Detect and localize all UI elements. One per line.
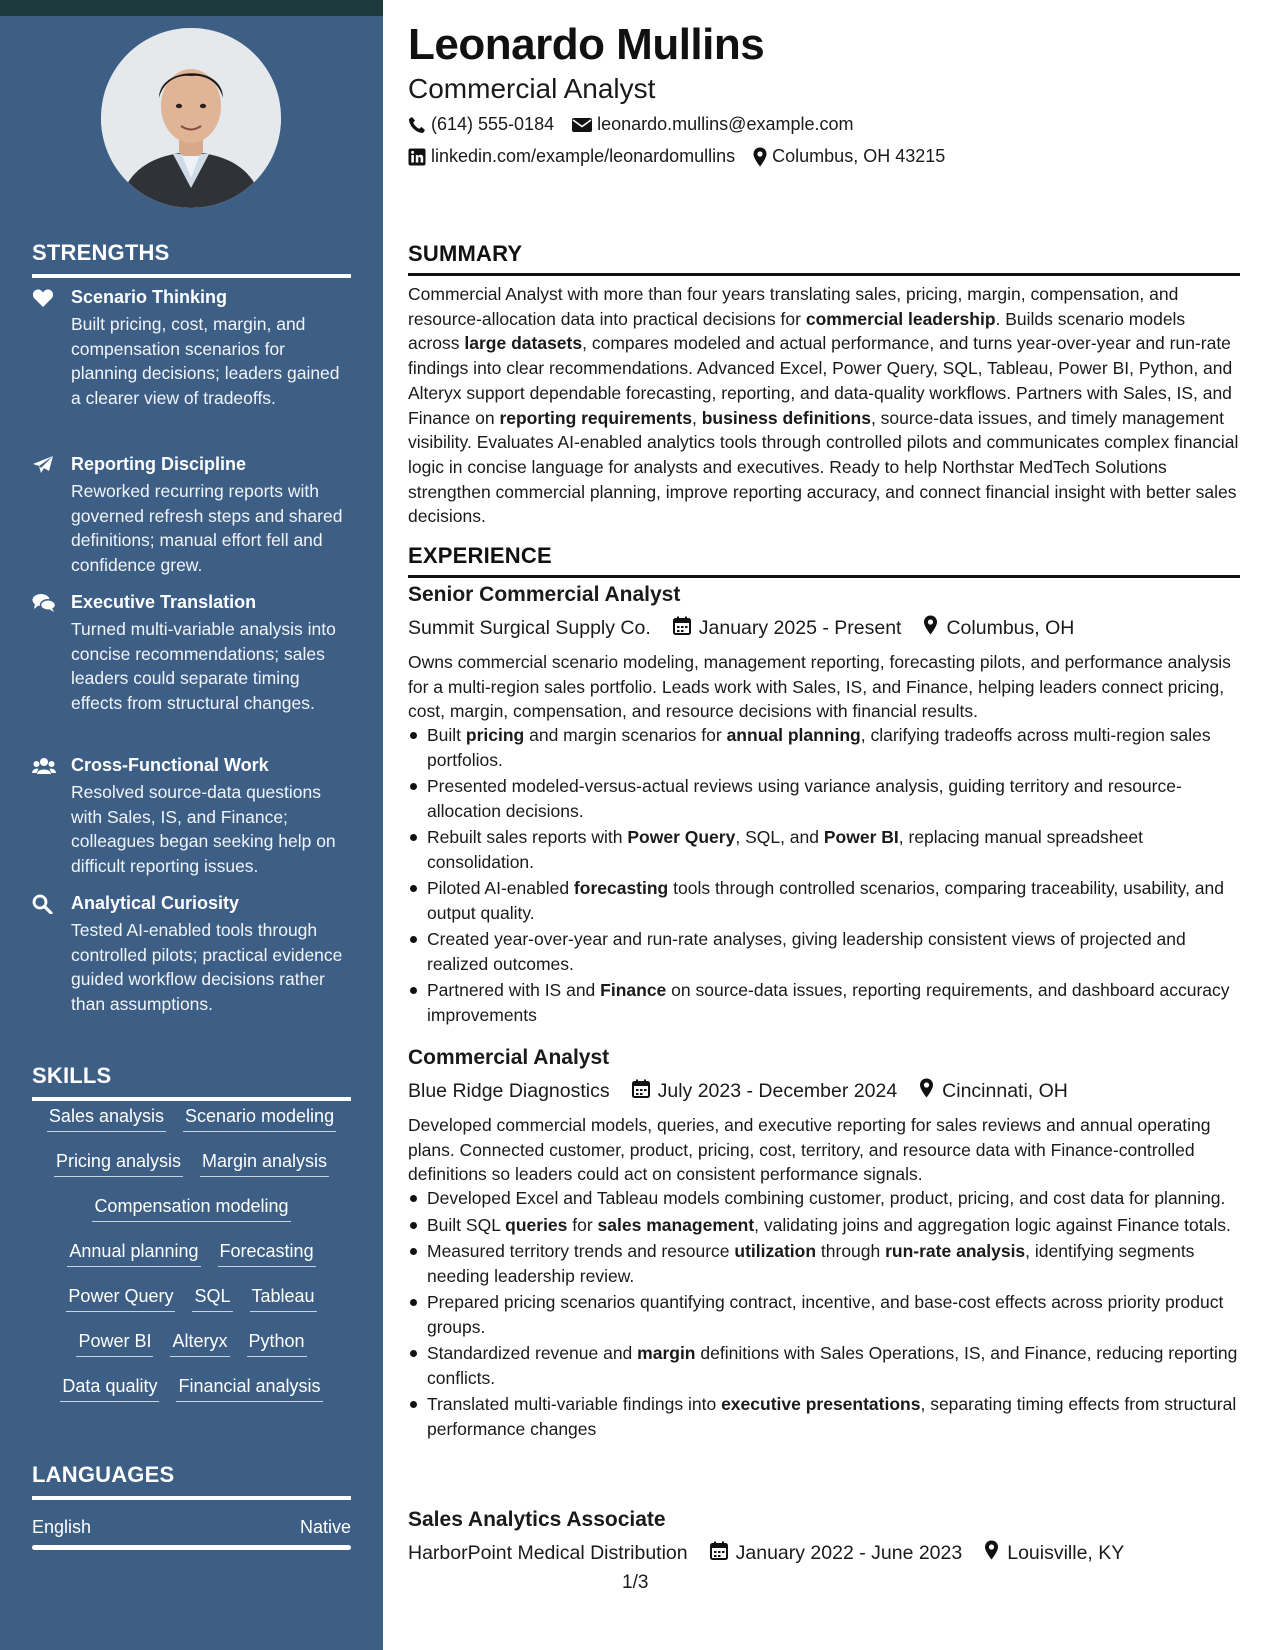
skill-tag: Power BI (76, 1330, 153, 1357)
strength-item (32, 286, 352, 410)
language-proficiency-bar (32, 1545, 351, 1550)
phone-contact (408, 114, 554, 135)
job-dates (710, 1541, 963, 1566)
text-segment: Developed Excel and Tableau models combining customer, product, pricing, and cost data for planning. (427, 1188, 1226, 1208)
phone-number: (614) 555-0184 (431, 114, 555, 134)
users-icon (32, 756, 56, 778)
skills-heading: SKILLS (32, 1063, 351, 1101)
text-segment: on source-data issues, reporting requirements, and dashboard accuracy improvements (427, 980, 1230, 1025)
paper-plane-icon (32, 455, 56, 477)
skill-tag: Sales analysis (47, 1105, 166, 1132)
text-segment: . Builds scenario models across (408, 308, 1186, 354)
bullet-item (408, 1186, 1240, 1211)
phone-icon (408, 116, 426, 134)
linkedin-icon (408, 148, 426, 166)
emphasis-text: large datasets (464, 333, 583, 354)
text-segment: , clarifying tradeoffs across multi-region sales portfolios. (427, 725, 1211, 770)
job-description: Owns commercial scenario modeling, management reporting, forecasting pilots, and performance analysis for a multi-region sales portfolio. Leads work with Sales, IS, and Finance, helping leaders connect pricing, cost, margin, compensation, and resource decisions with financial results. (408, 652, 1231, 722)
emphasis-text: sales management (597, 1214, 755, 1235)
strength-item (32, 754, 352, 878)
text-segment: for (567, 1214, 598, 1235)
emphasis-text: queries (505, 1214, 568, 1235)
text-segment: Built (427, 725, 466, 745)
bullet-item (408, 1392, 1240, 1441)
skill-tag: SQL (192, 1285, 232, 1312)
skill-tag: Data quality (60, 1375, 159, 1402)
bullet-item (408, 927, 1240, 976)
text-segment: , source-data issues, and timely management visibility. Evaluates AI-enabled analytics tools through controlled pilots and communicates complex financial logic in concise language for analysts and executives. Ready to help Northstar MedTech Solutions strengthen commercial planning, improve reporting accuracy, and connect financial insight with better sales decisions. (408, 407, 1239, 527)
strength-description: Built pricing, cost, margin, and compensation scenarios for planning decisions; leaders gained a clearer view of tradeoffs. (71, 314, 340, 408)
job-location (923, 615, 1074, 641)
bullet-item (408, 1239, 1240, 1288)
text-segment: tools through controlled scenarios, comparing traceability, usability, and output quality. (427, 878, 1225, 923)
bullet-item (408, 1213, 1240, 1238)
contact-line (408, 114, 853, 135)
skills-list (32, 1105, 351, 1420)
job-description: Developed commercial models, queries, and executive reporting for sales reviews and annual operating plans. Connected customer, product, pricing, cost, territory, and resource data with Finance-controlled definitions so leaders could act on consistent performance signals. (408, 1115, 1211, 1185)
skill-row (32, 1105, 351, 1150)
job-dates-text: July 2023 - December 2024 (657, 1079, 898, 1102)
strength-description: Tested AI-enabled tools through controlled pilots; practical evidence guided workflow decisions rather than assumptions. (71, 920, 343, 1014)
language-level: Native (299, 1517, 351, 1537)
text-segment: , compares modeled and actual performance, and turns year-over-year and run-rate findings into clear recommendations. Advanced Excel, Power Query, SQL, Tableau, Power BI, Python, and Alteryx support dependable forecasting, reporting, and data-quality workflows. Partners with Sales, IS, and Finance on (408, 333, 1233, 428)
job-location-text: Louisville, KY (1007, 1541, 1125, 1564)
strength-description: Turned multi-variable analysis into concise recommendations; sales leaders could separate timing effects from structural changes. (71, 619, 336, 713)
bullet-item (408, 825, 1240, 874)
bullet-item (408, 1341, 1240, 1390)
chat-bubbles-icon (32, 593, 56, 615)
text-segment: Built SQL (427, 1214, 506, 1235)
profile-photo (101, 28, 281, 208)
text-segment: and margin scenarios for (524, 725, 727, 745)
strength-description: Resolved source-data questions with Sales, IS, and Finance; colleagues began seeking help on difficult reporting issues. (71, 782, 336, 876)
contact-line (408, 146, 945, 167)
text-segment: , replacing manual spreadsheet consolidation. (427, 827, 1143, 872)
map-pin-icon (919, 1078, 934, 1104)
emphasis-text: Power Query (627, 827, 736, 847)
linkedin-contact[interactable] (408, 146, 735, 167)
job-bullets (408, 723, 1240, 1029)
strength-title: Analytical Curiosity (71, 893, 240, 913)
emphasis-text: annual planning (726, 725, 861, 745)
skill-tag: Financial analysis (176, 1375, 322, 1402)
text-segment: Prepared pricing scenarios quantifying contract, incentive, and base-cost effects across priority product groups. (427, 1292, 1224, 1337)
job-meta (408, 1540, 1124, 1566)
text-segment: Rebuilt sales reports with (427, 827, 628, 847)
email-address[interactable]: leonardo.mullins@example.com (597, 114, 854, 134)
skill-row (32, 1195, 351, 1240)
skill-tag: Compensation modeling (92, 1195, 290, 1222)
location-text: Columbus, OH 43215 (772, 146, 946, 166)
job-meta (408, 615, 1074, 641)
sidebar-top-bar (0, 0, 383, 16)
job-meta (408, 1078, 1068, 1104)
text-segment: Presented modeled-versus-actual reviews using variance analysis, guiding territory and resource-allocation decisions. (427, 776, 1182, 821)
skill-tag: Tableau (250, 1285, 317, 1312)
job-location (984, 1540, 1124, 1566)
strengths-heading: STRENGTHS (32, 240, 351, 278)
skill-row (32, 1330, 351, 1375)
emphasis-text: utilization (734, 1241, 817, 1261)
emphasis-text: commercial leadership (805, 308, 996, 329)
sidebar (0, 0, 383, 1650)
heart-icon (32, 288, 56, 310)
skill-tag: Power Query (66, 1285, 175, 1312)
location-contact (753, 146, 945, 167)
email-contact[interactable] (572, 114, 853, 135)
strength-title: Reporting Discipline (71, 454, 247, 474)
bullet-item (408, 774, 1240, 823)
text-segment: Commercial Analyst with more than four years translating sales, pricing, margin, compensation, and resource-allocation data into practical decisions for (408, 284, 1179, 329)
map-pin-icon (753, 147, 767, 167)
skill-row (32, 1240, 351, 1285)
emphasis-text: forecasting (573, 878, 669, 898)
emphasis-text: Power BI (823, 827, 899, 847)
company-name: Summit Surgical Supply Co. (408, 616, 651, 639)
skill-tag: Forecasting (218, 1240, 316, 1267)
skill-tag: Annual planning (67, 1240, 200, 1267)
company-name: Blue Ridge Diagnostics (408, 1079, 610, 1102)
calendar-icon (673, 616, 691, 641)
language-name: English (32, 1517, 92, 1537)
job-dates (673, 616, 902, 641)
candidate-title: Commercial Analyst (408, 73, 656, 104)
text-segment: , identifying segments needing leadership review. (427, 1241, 1195, 1286)
skill-row (32, 1285, 351, 1330)
bullet-item (408, 978, 1240, 1027)
emphasis-text: Finance (600, 980, 667, 1000)
skill-row (32, 1150, 351, 1195)
page-number: 1/3 (622, 1572, 649, 1593)
job-dates-text: January 2025 - Present (698, 616, 902, 639)
map-pin-icon (923, 615, 938, 641)
calendar-icon (632, 1079, 650, 1104)
job-title: Senior Commercial Analyst (408, 583, 681, 606)
text-segment: Measured territory trends and resource (427, 1241, 735, 1261)
job-location-text: Cincinnati, OH (942, 1079, 1068, 1102)
emphasis-text: executive presentations (721, 1394, 921, 1414)
emphasis-text: pricing (465, 725, 525, 745)
emphasis-text: run-rate analysis (885, 1241, 1026, 1261)
language-row (32, 1517, 351, 1538)
search-icon (32, 894, 56, 916)
strength-title: Executive Translation (71, 592, 257, 612)
skill-row (32, 1375, 351, 1420)
job-bullets (408, 1186, 1240, 1443)
text-segment: , SQL, and (735, 827, 824, 847)
job-title: Commercial Analyst (408, 1046, 610, 1069)
bullet-item (408, 723, 1240, 772)
company-name: HarborPoint Medical Distribution (408, 1541, 688, 1564)
candidate-name: Leonardo Mullins (408, 20, 765, 69)
skill-tag: Pricing analysis (54, 1150, 183, 1177)
text-segment: , validating joins and aggregation logic against Finance totals. (754, 1214, 1231, 1235)
text-segment: Created year-over-year and run-rate analyses, giving leadership consistent views of projected and realized outcomes. (427, 929, 1186, 974)
text-segment: definitions with Sales Operations, IS, and Finance, reducing reporting conflicts. (427, 1343, 1238, 1388)
job-dates-text: January 2022 - June 2023 (735, 1541, 963, 1564)
bullet-item (408, 1290, 1240, 1339)
text-segment: , (692, 407, 702, 428)
text-segment: Piloted AI-enabled (427, 878, 574, 898)
strength-description: Reworked recurring reports with governed refresh steps and shared definitions; manual effort fell and confidence grew. (71, 481, 343, 575)
envelope-icon (572, 117, 592, 133)
linkedin-url[interactable]: linkedin.com/example/leonardomullins (431, 146, 736, 166)
calendar-icon (710, 1541, 728, 1566)
text-segment: Partnered with IS and (427, 980, 601, 1000)
strength-item (32, 892, 352, 1016)
text-segment: through (816, 1241, 886, 1261)
summary-heading: SUMMARY (408, 241, 1240, 276)
job-title: Sales Analytics Associate (408, 1508, 666, 1531)
text-segment: Standardized revenue and (427, 1343, 638, 1363)
emphasis-text: business definitions (701, 407, 871, 428)
summary-text (408, 282, 1240, 529)
skill-tag: Alteryx (170, 1330, 229, 1357)
emphasis-text: margin (637, 1343, 696, 1363)
experience-heading: EXPERIENCE (408, 543, 1240, 578)
strength-title: Cross-Functional Work (71, 755, 269, 775)
languages-heading: LANGUAGES (32, 1462, 351, 1500)
skill-tag: Scenario modeling (183, 1105, 336, 1132)
text-segment: , separating timing effects from structural performance changes (427, 1394, 1237, 1439)
map-pin-icon (984, 1540, 999, 1566)
strength-item (32, 453, 352, 577)
skill-tag: Python (247, 1330, 307, 1357)
strength-title: Scenario Thinking (71, 287, 228, 307)
strength-item (32, 591, 352, 715)
skill-tag: Margin analysis (200, 1150, 329, 1177)
bullet-item (408, 876, 1240, 925)
job-location-text: Columbus, OH (946, 616, 1075, 639)
text-segment: Translated multi-variable findings into (427, 1394, 722, 1414)
job-dates (632, 1079, 898, 1104)
emphasis-text: reporting requirements (499, 407, 692, 428)
job-location (919, 1078, 1068, 1104)
